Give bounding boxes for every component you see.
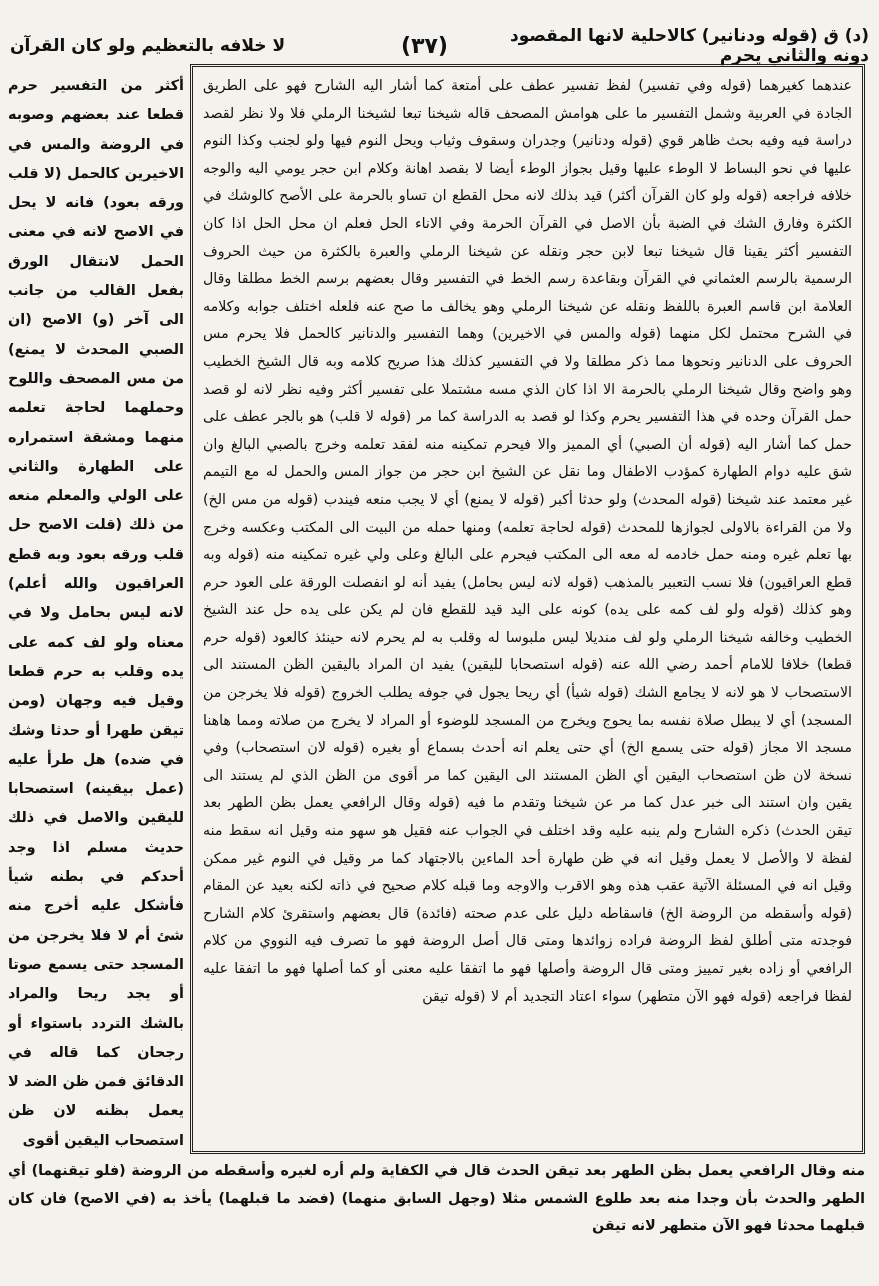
header-left-title: لا خلافه بالتعظيم ولو كان القرآن <box>10 36 286 56</box>
margin-column-text: أكثر من التفسير حرم قطعا عند بعضهم وصوبه في الروضة والمس في الاخيرين كالحمل (لا قلب ورقه بعود) فانه لا يحل في الاصح لانه في معنى الحمل لانتقال الورق بفعل القالب من جانب الى آخر (و) الاصح (ان الصبي المحدث لا يمنع) من مس المصحف واللوح وحملهما لحاجة تعلمه منهما ومشقة استمراره على الطهارة والثاني على الولي والمعلم منعه من ذلك (قلت الاصح حل قلب ورقه بعود وبه قطع العراقيون والله أعلم) لانه ليس بحامل ولا في معناه ولو لف كمه على يده وقلب به حرم قطعا وقيل فيه وجهان (ومن تيقن طهرا أو حدثا وشك في ضده) هل طرأ عليه (عمل بيقينه) استصحابا لليقين والاصل في ذلك حديث مسلم اذا وجد أحدكم في بطنه شيأ فأشكل عليه أخرج منه شئ أم لا فلا يخرجن من المسجد حتى يسمع صوتا أو يجد ريحا والمراد بالشك التردد باستواء أو رجحان كما قاله في الدقائق فمن ظن الضد لا يعمل بظنه لان ظن استصحاب اليقين أقوى <box>8 78 184 1149</box>
page-header <box>10 22 869 70</box>
commentary-text: عندهما كغيرهما (قوله وفي تفسير) لفظ تفسير عطف على أمتعة كما أشار اليه الشارح فهو على الطريق الجادة في العربية وشمل التفسير ما على هوامش المصحف قاله شيخنا تبعا لشيخنا الرملي فلا ولا نظر لقصد دراسة فيه وفيه بحث ظاهر قوي (قوله ودنانير) وجدران وسقوف وثياب ويحل النوم فيها ولو لجنب وكذا النوم عليها في نحو البساط لا الوطء عليها وقيل بجواز الوطء أيضا لا بقصد اهانة وكلام ابن حجر يومي اليه والوجه خلافه فراجعه (قوله ولو كان القرآن أكثر) قيد بذلك لانه محل القطع ان تساو بالحرمة على الأصح كالوشك في الكثرة وفارق الشك في الضبة بأن الاصل في القرآن الحرمة وفي الاناء الحل فعلم ان محل الحل اذا كان التفسير أكثر يقينا قال شيخنا تبعا لابن حجر ونقله عن شيخنا الرملي والعبرة بالكثرة من حيث الحروف الرسمية بالرسم العثماني في القرآن وبقاعدة رسم الخط في التفسير وقال بعضهم برسم الخط مطلقا وقال العلامة ابن قاسم العبرة باللفظ ونقله عن شيخنا الرملي وهو يخالف ما صح عنه فلعله اختلف جوابه وكلامه في الشرح محتمل لكل منهما (قوله والمس في الاخيرين) وهما التفسير والدنانير كالحمل فلا يحرم مس الحروف على الدنانير ونحوها مما ذكر مطلقا ولا في التفسير كذلك هذا صريح كلامه وبه قال الشيخ الخطيب وهو واضح وقال شيخنا الرملي بالحرمة الا اذا كان الذي مسه مشتملا على تفسير أكثر وفيه نظر لانه لو قصد حمل القرآن وحده في هذا التفسير يحرم وكذا لو قصد به الدراسة كما مر (قوله لا قلب) هو بالجر عطف على حمل كما أشار اليه (قوله أن الصبي) أي المميز والا فيحرم تمكينه منه لفقد تعلمه وخرج بالصبي البالغ وان شق عليه دوام الطهارة كمؤدب الاطفال وما نقل عن الشيخ ابن حجر من جواز المس والحمل له مع التيمم غير معتمد عند شيخنا (قوله المحدث) ولو حدثا أكبر (قوله لا يمنع) أي لا يجب منعه فيندب (قوله من مس الخ) ولا من القراءة بالاولى لجوازها للمحدث (قوله لحاجة تعلمه) ومنها حمله من البيت الى المكتب وعكسه وخرج بها تعلم غيره ومنه حمل خادمه له معه الى المكتب فيحرم على البالغ وعلى ولي غيره تمكينه منه (قوله وبه قطع العراقيون) فلا نسب التعبير بالمذهب (قوله لانه ليس بحامل) يفيد أنه لو انفصلت الورقة على العود حرم وهو كذلك (قوله ولو لف كمه على يده) كونه على اليد قيد للقطع فان لم يكن على يده حل عند الشيخ الخطيب وخالفه شيخنا الرملي ولو لف منديلا ليس ملبوسا له وقلب به لم يحرم لانه حينئذ كالعود (قوله حرم قطعا) خلافا للامام أحمد رضي الله عنه (قوله استصحابا لليقين) يفيد ان المراد باليقين الظن المستند الى الاستصحاب لا هو لانه لا يجامع الشك (قوله شيأ) أي ريحا يجول في جوفه يطلب الخروج (قوله فلا يخرجن من المسجد) أي لا يبطل صلاة نفسه بما يحوج ويخرج من المسجد للوضوء أو المراد لا يخرج من صلاته ومما هاهنا مسجد الا مجاز (قوله حتى يسمع الخ) أي حتى يعلم انه أحدث بسماع أو بغيره (قوله لان استصحاب) وفي نسخة لان ظن استصحاب اليقين أي الظن المستند الى اليقين كما مر أقوى من الظن الذي لم يستند الى يقين وان استند الى خبر عدل كما مر عن شيخنا وتقدم ما فيه (قوله وقال الرافعي يعمل بظن الطهر بعد تيقن الحدث) ذكره الشارح ولم ينبه عليه وقد اختلف في الجواب عنه فقيل هو سهو منه وقيل انه سقط منه لفظة لا والأصل لا يعمل وقيل انه في ظن طهارة أحد الماءين بالاجتهاد كما مر وقيل في النوم غير ممكن وقيل انه في المسئلة الآتية عقب هذه وهو الاقرب والاوجه وما قبله كلام صحيح في ذاته لكنه بعيد عن المقام (قوله وأسقطه من الروضة الخ) فاسقاطه دليل على عدم صحته (فائدة) قال بعضهم واستقرئ كلام الشارح فوجدته متى أطلق لفظ الروضة فراده زوائدها ومتى قال أصل الروضة فهو ما تصرف فيه النووي من كلام الرافعي أو زاده بغير تمييز ومتى قال الروضة وأصلها فهو ما اتفقا عليه معنى أو كما أصلها فهو ما اتفقا عليه لفظا فراجعه (قوله فهو الآن متطهر) سواء اعتاد التجديد أم لا (قوله تيقن <box>203 78 852 1005</box>
page-number: (٣٧) <box>401 33 448 59</box>
commentary-frame <box>190 64 865 1154</box>
footer-text: منه وقال الرافعي يعمل بظن الطهر بعد تيقن الحدث قال في الكفاية ولم أره لغيره وأسقطه من الروضة (فلو تيقنهما) أي الطهر والحدث بأن وجدا منه بعد طلوع الشمس مثلا (وجهل السابق منهما) (فضد ما قبلهما) يأخذ به (في الاصح) فان كان قبلهما محدثا فهو الآن متطهر لانه تيقن <box>8 1163 865 1235</box>
header-right-title: (د) ق (قوله ودنانير) كالاحلية لانها المقصود دونه والثاني يحرم <box>510 26 869 66</box>
